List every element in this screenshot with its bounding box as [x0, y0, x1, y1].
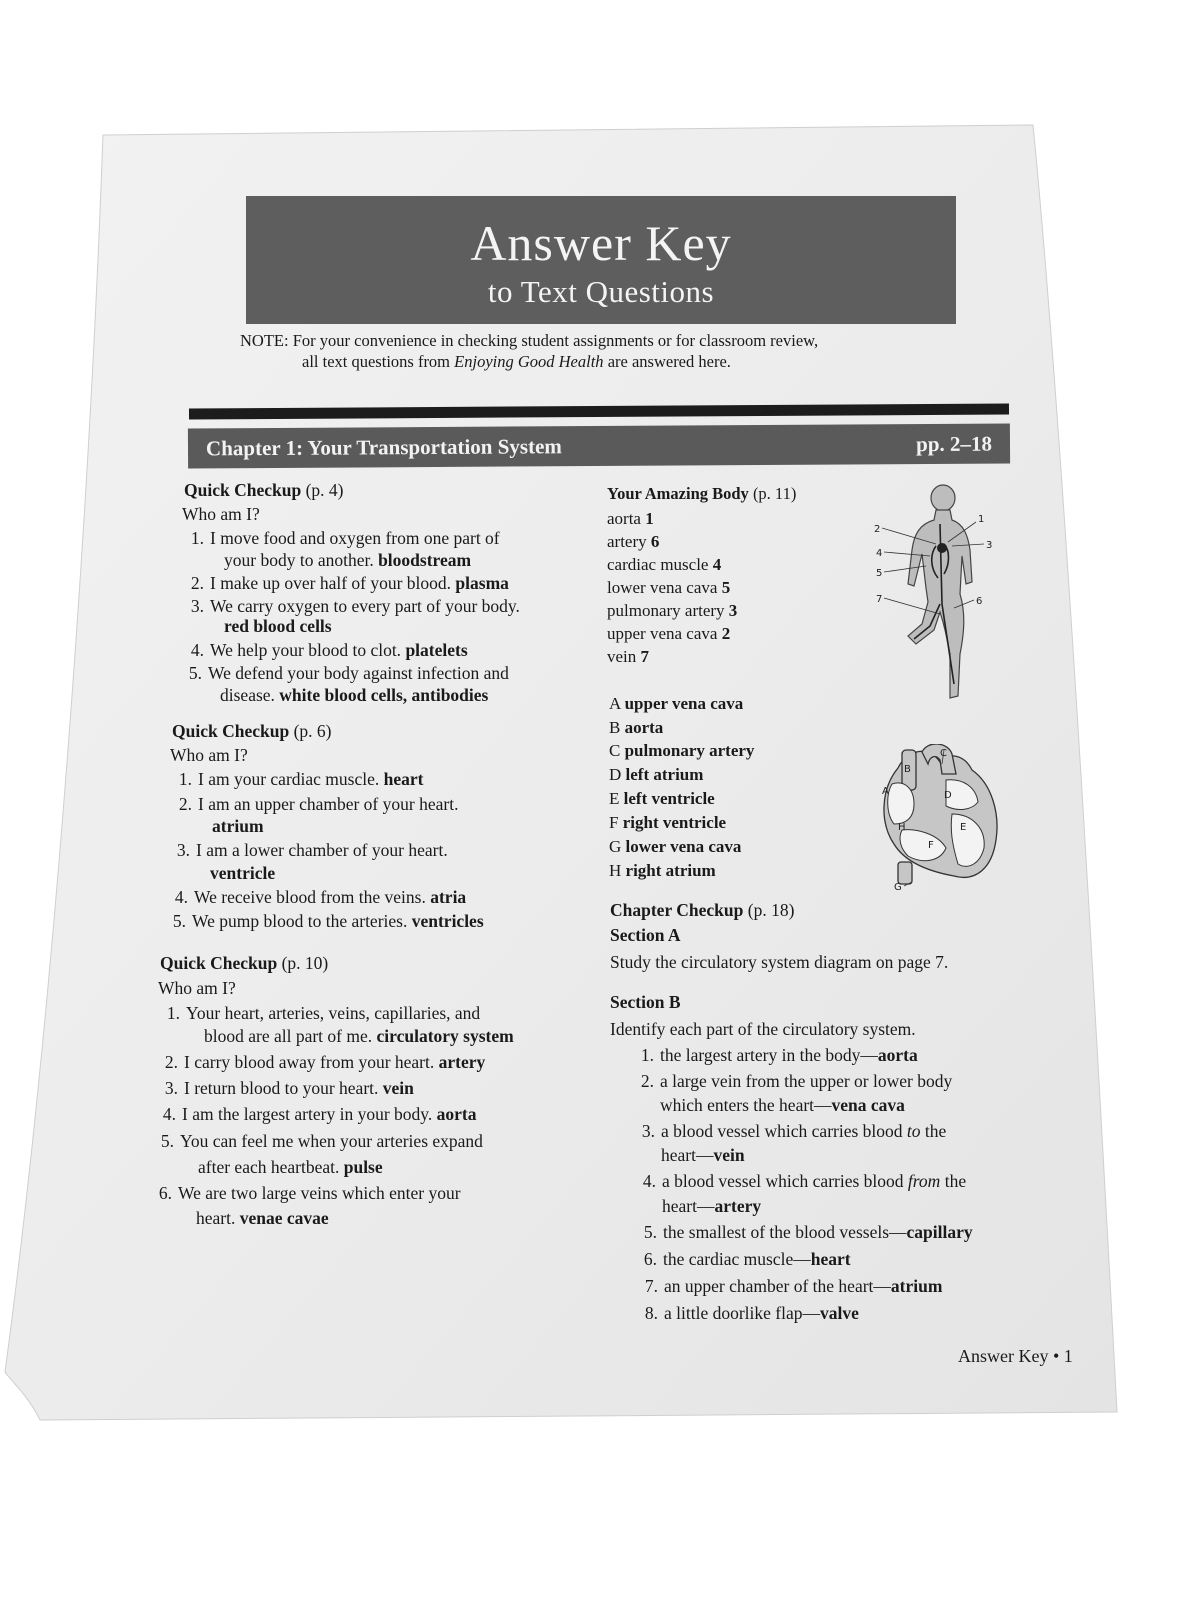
answer: atrium: [890, 1276, 943, 1296]
answer: vein: [382, 1078, 414, 1098]
item-text: We carry oxygen to every part of your body.: [210, 596, 520, 616]
item-text: heart—: [662, 1196, 715, 1216]
list-item: [607, 530, 659, 554]
answer: 5: [721, 578, 731, 597]
list-item: [152, 1129, 483, 1153]
answer: ventricle: [210, 863, 276, 883]
item-number: 3.: [164, 1078, 178, 1098]
qc10-prompt: Who am I?: [158, 978, 236, 998]
answer: 6: [650, 532, 660, 551]
answer: atrium: [212, 816, 264, 836]
answer: aorta: [436, 1104, 477, 1124]
body-label: 3: [986, 540, 993, 551]
answer: 4: [712, 555, 722, 574]
heading-page: (p. 18): [747, 900, 795, 920]
heading-page: (p. 11): [752, 484, 797, 503]
qc4-heading: [184, 478, 343, 502]
answer: pulse: [343, 1157, 383, 1177]
list-item: [607, 553, 721, 577]
item-text: upper vena cava: [607, 624, 718, 643]
list-item: [609, 859, 716, 883]
list-item: [180, 661, 509, 685]
list-item: [182, 571, 509, 595]
answer: 2: [721, 624, 731, 643]
list-item: [635, 1247, 851, 1271]
item-number: 1.: [640, 1045, 654, 1065]
list-item: [609, 739, 754, 763]
heart-label: E: [960, 822, 967, 833]
chapter-bar: [188, 423, 1010, 468]
qc10-heading: [160, 951, 328, 975]
answer: capillary: [906, 1222, 973, 1242]
note-line-1: NOTE: For your convenience in checking student assignments or for classroom review,: [240, 331, 819, 350]
list-item: [182, 526, 500, 550]
item-key: B: [609, 718, 621, 737]
list-item: [168, 838, 448, 862]
cc-heading: [610, 898, 794, 922]
item-text: vein: [607, 647, 637, 666]
list-item-cont: [634, 1194, 761, 1218]
answer: lower vena cava: [625, 837, 742, 856]
list-item: [609, 811, 726, 835]
list-item: [636, 1301, 859, 1325]
note-text: all text questions from: [302, 352, 455, 371]
list-item-cont: [196, 548, 471, 572]
item-text: the: [940, 1171, 967, 1191]
list-item: [634, 1169, 966, 1193]
answer: right ventricle: [622, 813, 727, 832]
list-item: [607, 576, 730, 600]
item-key: H: [609, 861, 622, 880]
item-text: I make up over half of your blood.: [210, 573, 452, 593]
list-item: [636, 1274, 942, 1298]
list-item: [607, 599, 737, 623]
item-text: We defend your body against infection and: [208, 663, 509, 683]
heading-page: (p. 4): [305, 480, 344, 500]
item-text: a little doorlike flap—: [664, 1303, 820, 1323]
item-text: I am an upper chamber of your heart.: [198, 794, 459, 814]
item-number: 8.: [644, 1303, 658, 1323]
body-label: 6: [976, 596, 983, 607]
item-number: 5.: [188, 663, 202, 683]
item-number: 1.: [166, 1003, 180, 1023]
item-key: A: [609, 694, 621, 713]
list-item-cont: [632, 1093, 905, 1117]
answer: heart: [383, 769, 424, 789]
answer: aorta: [877, 1045, 918, 1065]
answer: right atrium: [625, 861, 716, 880]
answer: vena cava: [831, 1095, 905, 1115]
list-item: [609, 835, 741, 859]
answer: heart: [810, 1249, 851, 1269]
item-text: cardiac muscle: [607, 555, 709, 574]
list-item: [182, 638, 468, 662]
note-line-2: [240, 351, 980, 372]
item-text: I am the largest artery in your body.: [182, 1104, 433, 1124]
heart-label: G: [894, 882, 902, 893]
item-text: We help your blood to clot.: [210, 640, 402, 660]
item-text: the smallest of the blood vessels—: [663, 1222, 907, 1242]
heading-text: Quick Checkup: [184, 480, 302, 500]
item-number: 7.: [644, 1276, 658, 1296]
list-item-cont: [184, 814, 264, 838]
item-key: C: [609, 741, 621, 760]
answer: pulmonary artery: [624, 741, 755, 760]
list-item-cont: [168, 1206, 329, 1230]
list-item: [635, 1220, 973, 1244]
item-number: 5.: [172, 911, 186, 931]
item-text: a blood vessel which carries blood: [662, 1171, 908, 1191]
list-item: [633, 1119, 946, 1143]
title-banner: [246, 196, 956, 324]
heart-label: C: [940, 748, 947, 759]
answer: left ventricle: [623, 789, 715, 808]
list-item-cont: [182, 861, 275, 885]
body-label: 4: [876, 548, 883, 559]
item-text: artery: [607, 532, 647, 551]
item-number: 2.: [190, 573, 204, 593]
answer: red blood cells: [224, 616, 332, 636]
item-key: F: [609, 813, 619, 832]
item-text: I am a lower chamber of your heart.: [196, 840, 448, 860]
item-number: 1.: [178, 769, 192, 789]
item-key: E: [609, 789, 620, 808]
answer: upper vena cava: [624, 694, 744, 713]
item-number: 3.: [176, 840, 190, 860]
item-text: after each heartbeat.: [198, 1157, 340, 1177]
answer: ventricles: [411, 911, 484, 931]
list-item: [154, 1102, 477, 1126]
answer: 3: [728, 601, 738, 620]
chapter-title: Chapter 1: Your Transportation System: [205, 434, 562, 461]
list-item: [607, 622, 730, 646]
list-item: [170, 792, 458, 816]
heart-label: F: [928, 840, 934, 851]
amazing-heading: [607, 482, 796, 506]
book-title: Enjoying Good Health: [454, 352, 604, 371]
list-item-cont: [196, 614, 332, 638]
item-number: 4.: [174, 887, 188, 907]
answer: platelets: [405, 640, 468, 660]
list-item: [164, 909, 484, 933]
item-text: your body to another.: [224, 550, 374, 570]
emphasis: from: [907, 1171, 941, 1191]
qc6-prompt: Who am I?: [170, 745, 248, 765]
item-number: 4.: [162, 1104, 176, 1124]
item-number: 2.: [640, 1071, 654, 1091]
item-text: We receive blood from the veins.: [194, 887, 426, 907]
item-text: a large vein from the upper or lower body: [660, 1071, 953, 1091]
item-text: an upper chamber of the heart—: [664, 1276, 891, 1296]
heart-label: H: [898, 822, 906, 833]
list-item: [609, 763, 703, 787]
item-text: I carry blood away from your heart.: [184, 1052, 435, 1072]
item-text: the largest artery in the body—: [660, 1045, 878, 1065]
item-text: a blood vessel which carries blood: [661, 1121, 907, 1141]
list-item: [632, 1069, 952, 1093]
item-text: Your heart, arteries, veins, capillaries, and: [186, 1003, 481, 1023]
item-number: 2.: [178, 794, 192, 814]
note-text: are answered here.: [603, 352, 731, 371]
item-number: 2.: [164, 1052, 178, 1072]
answer: plasma: [455, 573, 509, 593]
heading-text: Quick Checkup: [160, 953, 278, 973]
emphasis: to: [906, 1121, 921, 1141]
list-item: [609, 692, 743, 716]
item-text: the cardiac muscle—: [663, 1249, 811, 1269]
answer: valve: [820, 1303, 859, 1323]
answer: aorta: [624, 718, 664, 737]
heading-text: Quick Checkup: [172, 721, 290, 741]
item-text: lower vena cava: [607, 578, 718, 597]
item-number: 6.: [158, 1183, 172, 1203]
body-label: 7: [876, 594, 883, 605]
list-item-cont: [192, 683, 488, 707]
body-label: 2: [874, 524, 881, 535]
page-title: Answer Key: [470, 215, 732, 271]
item-number: 5.: [643, 1222, 657, 1242]
list-item: [150, 1181, 461, 1205]
answer: venae cavae: [239, 1208, 329, 1228]
item-number: 3.: [190, 596, 204, 616]
page-footer: Answer Key • 1: [958, 1346, 1073, 1366]
item-number: 1.: [190, 528, 204, 548]
item-text: We pump blood to the arteries.: [192, 911, 408, 931]
list-item: [166, 885, 466, 909]
answer: left atrium: [625, 765, 704, 784]
item-key: G: [609, 837, 622, 856]
section-a-text: Study the circulatory system diagram on page 7.: [610, 952, 949, 972]
divider-rule: [189, 403, 1009, 419]
list-item: [158, 1001, 480, 1025]
list-item: [607, 645, 649, 669]
list-item: [156, 1050, 485, 1074]
item-text: the: [920, 1121, 947, 1141]
item-number: 6.: [643, 1249, 657, 1269]
item-text: pulmonary artery: [607, 601, 725, 620]
qc6-heading: [172, 719, 331, 743]
item-text: heart.: [196, 1208, 236, 1228]
heart-label: A: [882, 786, 889, 797]
item-text: which enters the heart—: [660, 1095, 832, 1115]
body-label: 1: [978, 514, 985, 525]
list-item: [170, 767, 423, 791]
list-item: [607, 507, 654, 531]
answer: artery: [714, 1196, 762, 1216]
item-text: I return blood to your heart.: [184, 1078, 379, 1098]
heart-diagram: [868, 744, 1008, 894]
item-text: blood are all part of me.: [204, 1026, 373, 1046]
heading-page: (p. 10): [281, 953, 329, 973]
item-text: I am your cardiac muscle.: [198, 769, 380, 789]
answer: vein: [713, 1145, 745, 1165]
page-subtitle: to Text Questions: [487, 274, 715, 309]
list-item-cont: [176, 1024, 514, 1048]
circulatory-body-figure: [868, 484, 998, 714]
list-item: [609, 716, 663, 740]
answer: 7: [640, 647, 650, 666]
item-number: 3.: [641, 1121, 655, 1141]
list-item-cont: [170, 1155, 383, 1179]
section-b-text: Identify each part of the circulatory system.: [610, 1019, 916, 1039]
heart-label: B: [904, 764, 911, 775]
item-number: 4.: [642, 1171, 656, 1191]
answer: white blood cells, antibodies: [279, 685, 489, 705]
item-key: D: [609, 765, 622, 784]
answer: circulatory system: [376, 1026, 514, 1046]
heart-label: D: [944, 790, 952, 801]
answer: atria: [430, 887, 467, 907]
list-item: [609, 787, 715, 811]
heading-text: Your Amazing Body: [607, 484, 749, 503]
list-item-cont: [633, 1143, 745, 1167]
item-text: You can feel me when your arteries expand: [180, 1131, 483, 1151]
answer: 1: [645, 509, 654, 528]
item-text: heart—: [661, 1145, 714, 1165]
chapter-pages: pp. 2–18: [916, 431, 993, 457]
list-item: [156, 1076, 414, 1100]
note: [240, 330, 980, 372]
heading-page: (p. 6): [293, 721, 332, 741]
answer: artery: [438, 1052, 486, 1072]
qc4-prompt: Who am I?: [182, 504, 260, 524]
list-item: [632, 1043, 918, 1067]
item-number: 4.: [190, 640, 204, 660]
item-text: aorta: [607, 509, 641, 528]
item-text: We are two large veins which enter your: [178, 1183, 461, 1203]
body-label: 5: [876, 568, 883, 579]
item-number: 5.: [160, 1131, 174, 1151]
heading-text: Chapter Checkup: [610, 900, 744, 920]
answer: bloodstream: [378, 550, 472, 570]
section-b-heading: Section B: [610, 992, 681, 1012]
section-a-heading: Section A: [610, 925, 681, 945]
item-text: disease.: [220, 685, 275, 705]
item-text: I move food and oxygen from one part of: [210, 528, 500, 548]
